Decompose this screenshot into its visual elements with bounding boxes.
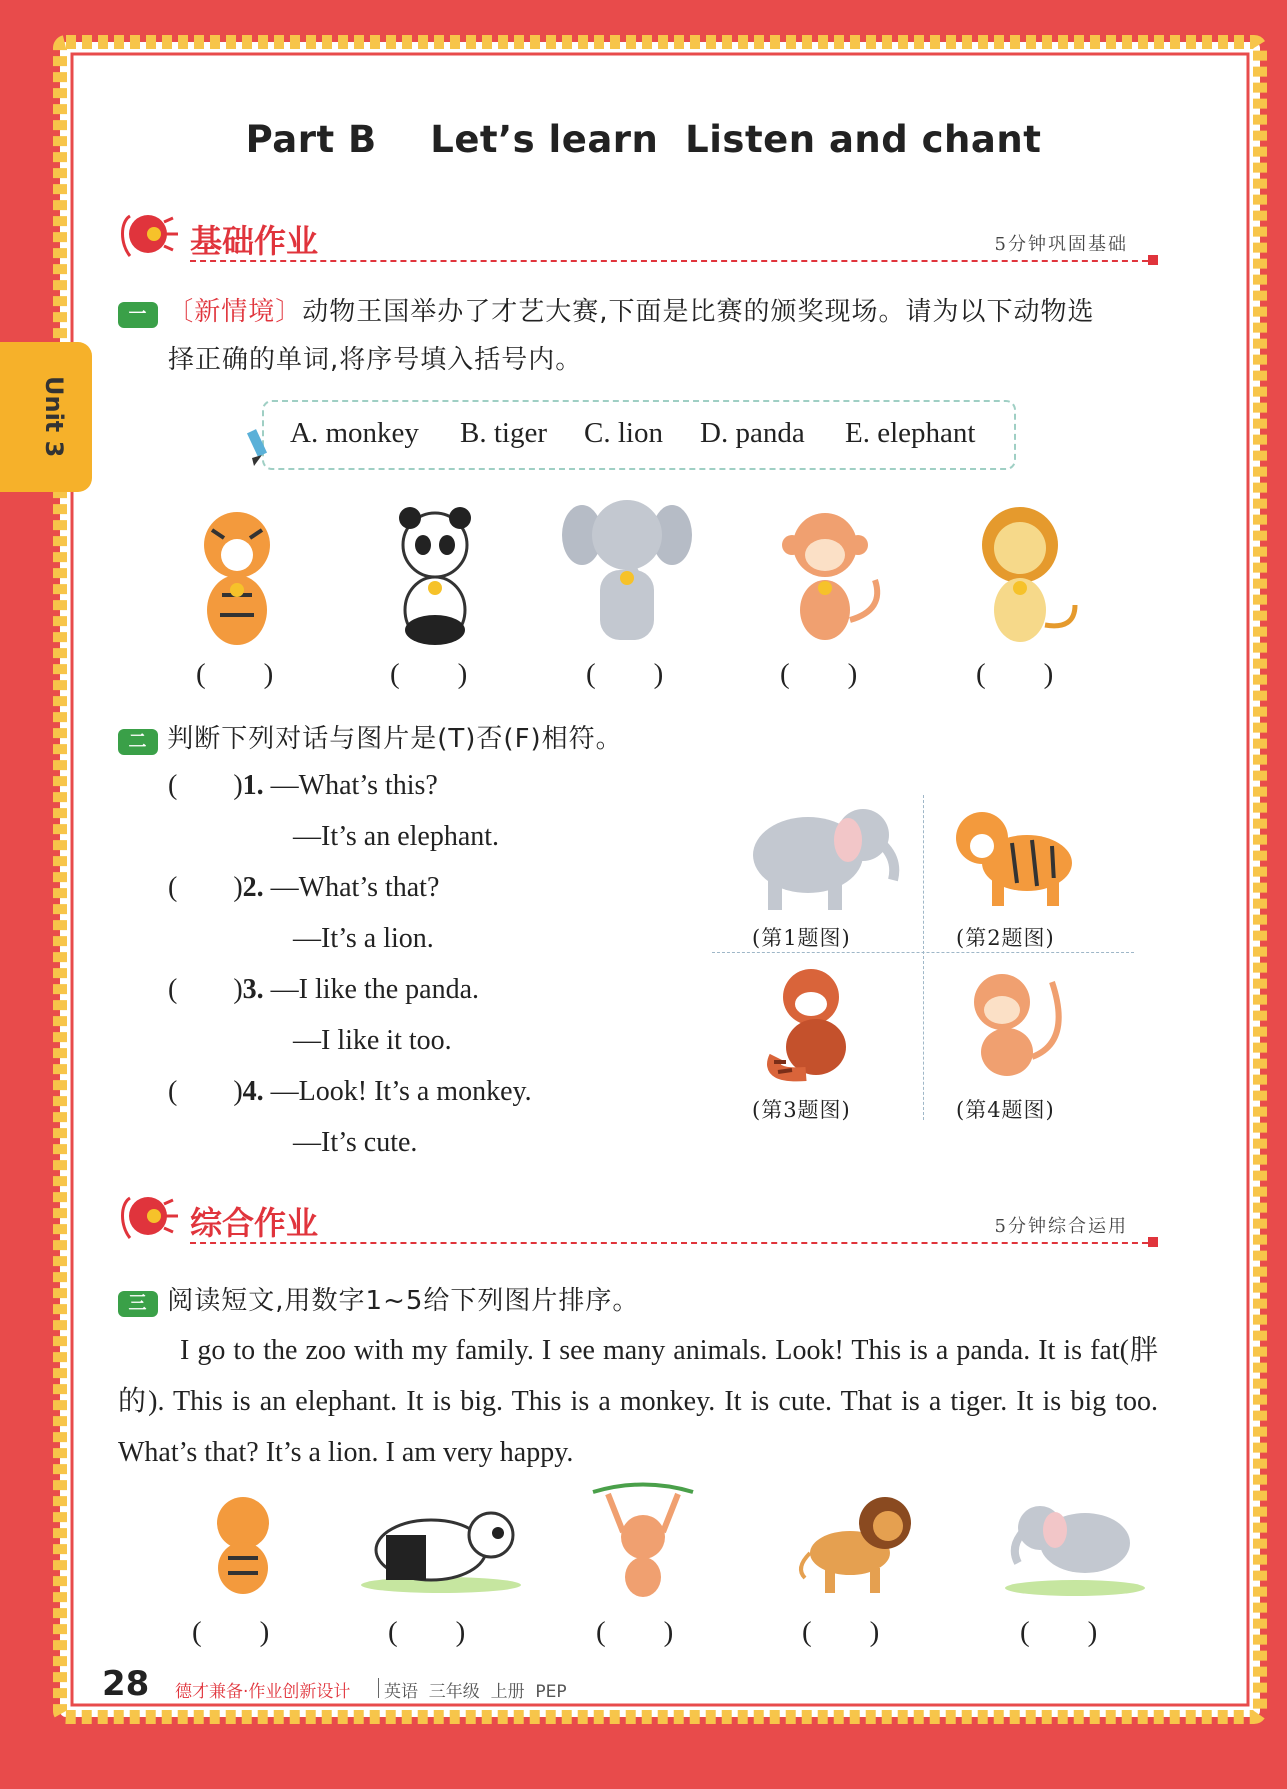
page-number: 28: [102, 1664, 150, 1704]
q1-instruction: [118, 288, 1168, 384]
q2-line2-1: —It’s an elephant.: [293, 821, 500, 852]
q3-panda-image: [356, 1495, 526, 1595]
q1-text-line2: 择正确的单词,将序号填入括号内。: [168, 345, 583, 375]
q2-line2-4: —It’s cute.: [293, 1127, 418, 1158]
q2-blank-1[interactable]: ( ): [168, 770, 243, 801]
q1-option-b: B. tiger: [460, 417, 547, 449]
q1-tiger-image: [182, 500, 302, 650]
q1-panda-image: [380, 500, 490, 650]
q2-elephant-image: [738, 800, 908, 915]
q2-num-2: 2.: [242, 872, 264, 903]
q2-item-2: [168, 872, 728, 904]
page-title: Part B Let’s learn Listen and chant: [245, 118, 1042, 161]
q2-item-4: [168, 1076, 728, 1108]
q2-line2-3: —I like it too.: [293, 1025, 452, 1056]
q3-blank-3[interactable]: ( ): [596, 1616, 674, 1648]
q2-line1-2: —What’s that?: [270, 872, 440, 903]
q2-item-3: [168, 974, 728, 1006]
q3-blank-2[interactable]: ( ): [388, 1616, 466, 1648]
q1-monkey-image: [770, 500, 890, 650]
q1-blank-4[interactable]: ( ): [780, 658, 858, 690]
footer-divider: [378, 1678, 379, 1698]
q2-num-3: 3.: [242, 974, 264, 1005]
q1-lion-image: [965, 500, 1085, 650]
q1-text-line1: 动物王国举办了才艺大赛,下面是比赛的颁奖现场。请为以下动物选: [302, 297, 1095, 327]
unit-side-tab: [0, 342, 92, 492]
q1-option-a: A. monkey: [290, 417, 419, 449]
q2-num-1: 1.: [242, 770, 264, 801]
q2-caption-1: (第1题图): [752, 926, 851, 950]
section1-title: 基础作业: [190, 222, 319, 260]
section1-header: [118, 210, 1158, 270]
q2-item-1: [168, 770, 728, 802]
q2-grid-hline: [712, 952, 1134, 953]
section2-title: 综合作业: [190, 1204, 319, 1242]
q1-elephant-image: [562, 490, 692, 650]
section1-divider: [190, 260, 1158, 262]
q1-blank-5[interactable]: ( ): [976, 658, 1054, 690]
q1-badge: 一: [118, 302, 158, 328]
q3-instruction: [118, 1280, 639, 1317]
q1-tag: 〔新情境〕: [167, 297, 303, 327]
q2-text: 判断下列对话与图片是(T)否(F)相符。: [167, 724, 623, 754]
megaphone-icon: [118, 1192, 180, 1248]
q3-blank-4[interactable]: ( ): [802, 1616, 880, 1648]
q3-blank-1[interactable]: ( ): [192, 1616, 270, 1648]
q2-num-4: 4.: [242, 1076, 264, 1107]
q2-blank-4[interactable]: ( ): [168, 1076, 243, 1107]
q3-elephant-image: [1000, 1488, 1150, 1598]
q2-blank-3[interactable]: ( ): [168, 974, 243, 1005]
q2-line2-2: —It’s a lion.: [293, 923, 434, 954]
q1-option-d: D. panda: [700, 417, 805, 449]
q3-blank-5[interactable]: ( ): [1020, 1616, 1098, 1648]
pencil-icon: [244, 428, 274, 468]
q1-option-c: C. lion: [584, 417, 663, 449]
q3-text: 阅读短文,用数字1~5给下列图片排序。: [167, 1286, 640, 1316]
q3-passage: I go to the zoo with my family. I see many animals. Look! This is a panda. It is fat(胖的). This is an elephant. It is big. This is a monkey. It is cute. That is a tiger. It is big too. What’s that? It’s a lion. I am very happy.: [118, 1335, 1158, 1468]
q2-instruction: [118, 718, 623, 755]
q2-line1-1: —What’s this?: [270, 770, 438, 801]
q2-red-panda-image: [756, 962, 886, 1082]
footer-subject: 英语 三年级 上册 PEP: [384, 1682, 567, 1702]
q1-blank-2[interactable]: ( ): [390, 658, 468, 690]
section2-divider-end: [1148, 1237, 1158, 1247]
q2-caption-3: (第3题图): [752, 1098, 851, 1122]
q3-badge: 三: [118, 1291, 158, 1317]
footer-book: 德才兼备·作业创新设计: [175, 1682, 351, 1702]
q3-lion-image: [790, 1488, 920, 1598]
q2-line1-3: —I like the panda.: [270, 974, 480, 1005]
section1-divider-end: [1148, 255, 1158, 265]
q1-option-e: E. elephant: [845, 417, 976, 449]
q2-tiger-image: [952, 798, 1082, 913]
q2-grid-vline: [923, 795, 924, 1120]
section1-tag: 5分钟巩固基础: [994, 234, 1128, 255]
q2-caption-2: (第2题图): [956, 926, 1055, 950]
q1-blank-1[interactable]: ( ): [196, 658, 274, 690]
megaphone-icon: [118, 210, 180, 266]
section2-divider: [190, 1242, 1158, 1244]
q2-monkey-image: [952, 962, 1082, 1082]
section2-tag: 5分钟综合运用: [994, 1216, 1128, 1237]
section2-header: [118, 1192, 1158, 1252]
q1-blank-3[interactable]: ( ): [586, 658, 664, 690]
q3-monkey-image: [588, 1482, 698, 1602]
q2-blank-2[interactable]: ( ): [168, 872, 243, 903]
q2-caption-4: (第4题图): [956, 1098, 1055, 1122]
q2-line1-4: —Look! It’s a monkey.: [270, 1076, 532, 1107]
q2-badge: 二: [118, 729, 158, 755]
unit-tab-label: Unit 3: [40, 376, 68, 458]
q3-tiger-image: [188, 1488, 298, 1598]
